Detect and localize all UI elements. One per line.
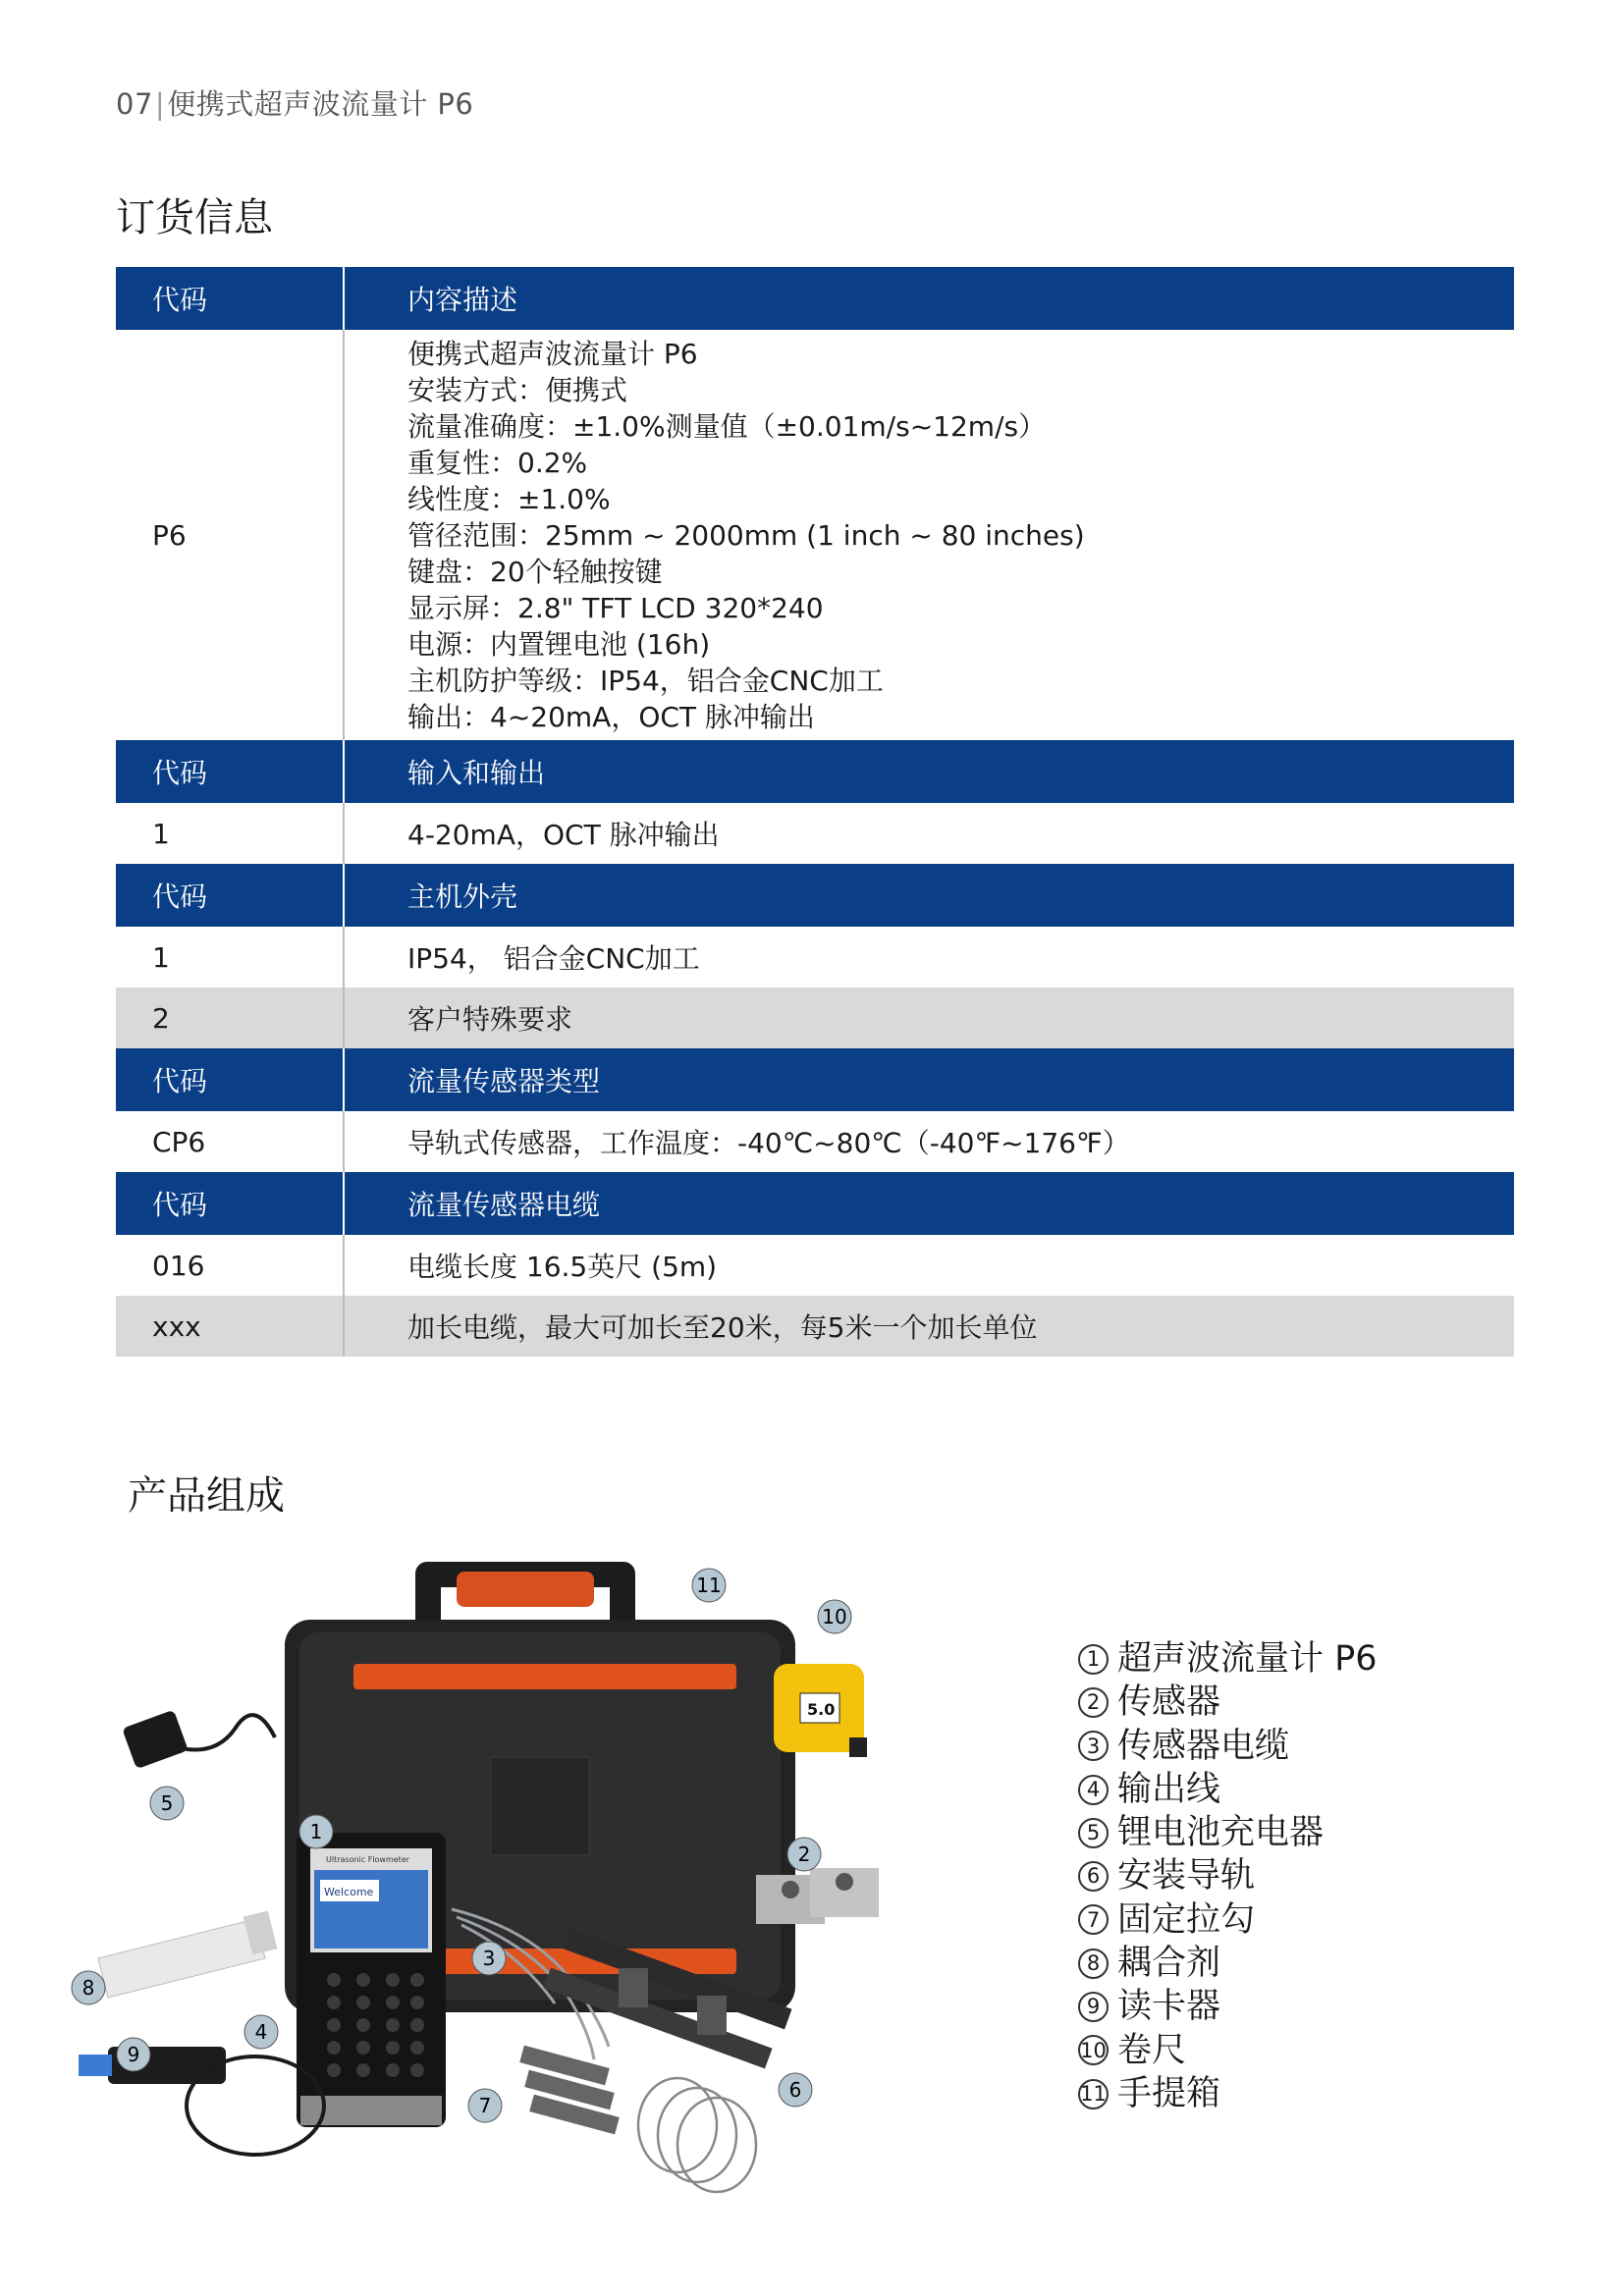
spec-line: 主机防护等级：IP54，铝合金CNC加工: [407, 664, 884, 697]
item-number: 10: [1078, 2035, 1109, 2065]
code-cell: 016: [116, 1235, 344, 1296]
item-label: 传感器: [1117, 1682, 1221, 1723]
spec-list: [407, 336, 1514, 735]
components-legend: [1078, 1637, 1378, 2115]
desc-header: 流量传感器电缆: [344, 1172, 1514, 1235]
list-item: [1078, 1942, 1378, 1985]
desc-cell: [344, 330, 1514, 740]
desc-cell: 导轨式传感器，工作温度：-40℃~80℃（-40℉~176℉）: [344, 1111, 1514, 1172]
table-row: [116, 1111, 1514, 1172]
list-item: [1078, 1854, 1378, 1897]
item-number: 9: [1078, 1992, 1109, 2022]
code-cell: 1: [116, 803, 344, 864]
svg-text:8: 8: [81, 1976, 95, 2000]
spec-line: 便携式超声波流量计 P6: [407, 337, 698, 370]
coupling-gel: [98, 1910, 277, 1998]
desc-header: 内容描述: [344, 267, 1514, 330]
table-row: [116, 927, 1514, 988]
code-cell: xxx: [116, 1296, 344, 1357]
device-screen-title: Ultrasonic Flowmeter: [326, 1855, 410, 1864]
list-item: [1078, 1681, 1378, 1724]
spec-line: 安装方式：便携式: [407, 373, 628, 406]
desc-cell: 加长电缆，最大可加长至20米，每5米一个加长单位: [344, 1296, 1514, 1357]
badge-5: [150, 1787, 184, 1820]
code-header: 代码: [116, 864, 344, 927]
chain-clamps: [519, 2046, 756, 2192]
list-item: [1078, 2029, 1378, 2072]
svg-text:1: 1: [309, 1820, 323, 1843]
badge-8: [72, 1971, 105, 2004]
spec-line: 线性度：±1.0%: [407, 482, 611, 515]
ordering-table: [116, 267, 1514, 1357]
svg-text:9: 9: [127, 2043, 140, 2066]
item-number: 3: [1078, 1731, 1109, 1761]
desc-cell: 电缆长度 16.5英尺 (5m): [344, 1235, 1514, 1296]
list-item: [1078, 2072, 1378, 2115]
desc-header: 流量传感器类型: [344, 1048, 1514, 1111]
badge-11: [692, 1569, 726, 1602]
header-product-title: 便携式超声波流量计 P6: [167, 87, 474, 121]
code-cell: CP6: [116, 1111, 344, 1172]
table-header-row: [116, 740, 1514, 803]
code-header: 代码: [116, 267, 344, 330]
badge-10: [818, 1600, 851, 1633]
code-cell: 2: [116, 988, 344, 1048]
desc-cell: IP54， 铝合金CNC加工: [344, 927, 1514, 988]
badge-6: [779, 2073, 812, 2107]
table-row: [116, 803, 1514, 864]
item-label: 读卡器: [1117, 1987, 1221, 2027]
table-row: [116, 1296, 1514, 1357]
spec-line: 输出：4~20mA，OCT 脉冲输出: [407, 700, 815, 733]
spec-line: 显示屏：2.8" TFT LCD 320*240: [407, 591, 824, 624]
table-row: [116, 1235, 1514, 1296]
list-item: [1078, 1637, 1378, 1681]
card-reader: [79, 2047, 226, 2084]
components-title: 产品组成: [128, 1473, 285, 1519]
tape-reading: 5.0: [807, 1700, 836, 1719]
item-label: 耦合剂: [1117, 1944, 1221, 1984]
item-label: 超声波流量计 P6: [1117, 1639, 1378, 1679]
item-label: 卷尺: [1117, 2030, 1187, 2070]
code-header: 代码: [116, 1048, 344, 1111]
transducers: [756, 1868, 879, 1924]
list-item: [1078, 1811, 1378, 1854]
item-number: 6: [1078, 1861, 1109, 1892]
code-cell: 1: [116, 927, 344, 988]
badge-2: [787, 1838, 821, 1871]
badge-7: [468, 2089, 502, 2122]
item-number: 11: [1078, 2079, 1109, 2109]
item-label: 手提箱: [1117, 2073, 1221, 2113]
badge-9: [117, 2038, 150, 2071]
desc-header: 主机外壳: [344, 864, 1514, 927]
item-label: 固定拉勾: [1117, 1899, 1256, 1940]
svg-text:11: 11: [696, 1574, 722, 1597]
spec-line: 管径范围：25mm ~ 2000mm (1 inch ~ 80 inches): [407, 518, 1085, 552]
spec-line: 流量准确度：±1.0%测量值（±0.01m/s~12m/s）: [407, 409, 1047, 443]
spec-line: 键盘：20个轻触按键: [407, 555, 663, 588]
header-separator: |: [154, 87, 166, 121]
charger: [122, 1710, 275, 1769]
code-header: 代码: [116, 1172, 344, 1235]
item-number: 1: [1078, 1644, 1109, 1675]
ordering-title: 订货信息: [116, 195, 273, 240]
svg-text:6: 6: [788, 2078, 802, 2102]
svg-text:3: 3: [482, 1947, 496, 1970]
desc-cell: 4-20mA，OCT 脉冲输出: [344, 803, 1514, 864]
code-cell: P6: [116, 330, 344, 740]
item-number: 4: [1078, 1775, 1109, 1805]
item-label: 安装导轨: [1117, 1856, 1256, 1896]
table-row: [116, 988, 1514, 1048]
item-number: 7: [1078, 1904, 1109, 1935]
svg-text:4: 4: [254, 2020, 268, 2044]
code-header: 代码: [116, 740, 344, 803]
page-header: [116, 82, 473, 123]
badge-3: [472, 1942, 506, 1975]
item-number: 5: [1078, 1818, 1109, 1848]
item-label: 传感器电缆: [1117, 1726, 1290, 1766]
product-kit-photo: [69, 1536, 933, 2214]
page-number: 07: [116, 87, 153, 121]
desc-header: 输入和输出: [344, 740, 1514, 803]
list-item: [1078, 1768, 1378, 1811]
item-number: 8: [1078, 1949, 1109, 1979]
svg-text:7: 7: [478, 2094, 492, 2117]
list-item: [1078, 1725, 1378, 1768]
svg-text:10: 10: [822, 1605, 847, 1629]
spec-line: 重复性：0.2%: [407, 446, 588, 479]
badge-4: [244, 2015, 278, 2049]
spec-line: 电源：内置锂电池 (16h): [407, 627, 711, 661]
svg-text:2: 2: [797, 1842, 811, 1866]
table-header-row: [116, 864, 1514, 927]
table-header-row: [116, 1172, 1514, 1235]
item-number: 2: [1078, 1687, 1109, 1718]
badge-1: [299, 1815, 333, 1848]
desc-cell: 客户特殊要求: [344, 988, 1514, 1048]
svg-text:5: 5: [160, 1791, 174, 1815]
table-header-row: [116, 1048, 1514, 1111]
list-item: [1078, 1898, 1378, 1942]
tape-measure: [774, 1664, 867, 1757]
table-header-row: [116, 267, 1514, 330]
device-screen-welcome: Welcome: [324, 1886, 374, 1898]
item-label: 锂电池充电器: [1117, 1813, 1325, 1853]
item-label: 输出线: [1117, 1769, 1221, 1809]
table-row: [116, 330, 1514, 740]
list-item: [1078, 1985, 1378, 2028]
